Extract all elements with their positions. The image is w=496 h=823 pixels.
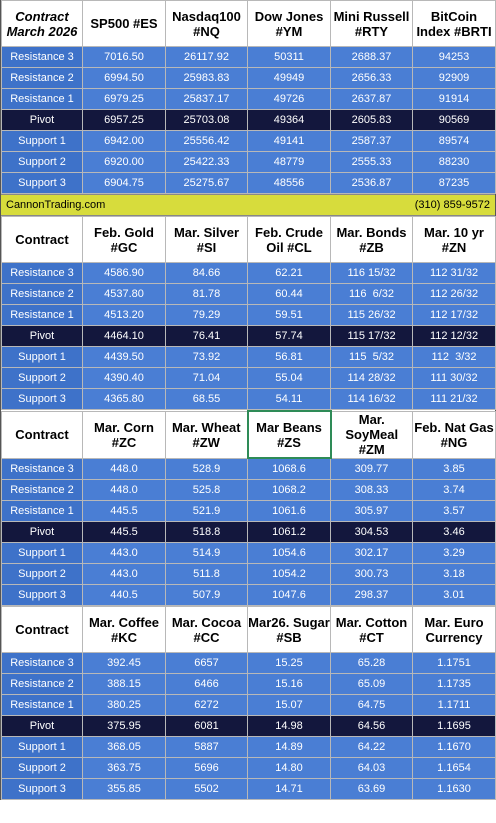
- cell: 4537.80: [83, 284, 166, 305]
- cell: 112 17/32: [413, 305, 496, 326]
- cell: 448.0: [83, 458, 166, 480]
- cell: 65.09: [331, 674, 413, 695]
- cell: 511.8: [166, 564, 248, 585]
- selected-column-header[interactable]: Mar Beans #ZS: [248, 411, 331, 458]
- resistance-3-row: [2, 653, 496, 674]
- cell: 50311: [248, 47, 331, 68]
- cell: 6081: [166, 716, 248, 737]
- cell: 304.53: [331, 522, 413, 543]
- row-label: Resistance 1: [2, 305, 83, 326]
- cell: 1.1735: [413, 674, 496, 695]
- cell: 6920.00: [83, 152, 166, 173]
- cell: 114 28/32: [331, 368, 413, 389]
- cell: 7016.50: [83, 47, 166, 68]
- cell: 1054.6: [248, 543, 331, 564]
- support-1-row: [2, 737, 496, 758]
- cell: 49949: [248, 68, 331, 89]
- cell: 84.66: [166, 263, 248, 284]
- cell: 507.9: [166, 585, 248, 606]
- cell: 112 12/32: [413, 326, 496, 347]
- cell: 298.37: [331, 585, 413, 606]
- resistance-1-row: [2, 305, 496, 326]
- cell: 1068.6: [248, 458, 331, 480]
- cell: 440.5: [83, 585, 166, 606]
- cell: 111 30/32: [413, 368, 496, 389]
- column-header: Mar. Euro Currency: [413, 607, 496, 653]
- cell: 308.33: [331, 480, 413, 501]
- cell: 71.04: [166, 368, 248, 389]
- cell: 2688.37: [331, 47, 413, 68]
- cell: 6272: [166, 695, 248, 716]
- cell: 305.97: [331, 501, 413, 522]
- phone-number: (310) 859-9572: [414, 199, 490, 211]
- row-label: Support 2: [2, 368, 83, 389]
- cell: 2536.87: [331, 173, 413, 194]
- row-label: Pivot: [2, 522, 83, 543]
- cell: 363.75: [83, 758, 166, 779]
- cell: 5887: [166, 737, 248, 758]
- row-label: Resistance 1: [2, 501, 83, 522]
- contract-header: Contract: [2, 217, 83, 263]
- site-link[interactable]: CannonTrading.com: [6, 199, 106, 211]
- pivot-row: [2, 716, 496, 737]
- resistance-1-row: [2, 89, 496, 110]
- cell: 3.46: [413, 522, 496, 543]
- cell: 5502: [166, 779, 248, 800]
- cell: 3.57: [413, 501, 496, 522]
- support-2-row: [2, 368, 496, 389]
- header-row: [2, 411, 496, 458]
- cell: 445.5: [83, 501, 166, 522]
- cell: 64.22: [331, 737, 413, 758]
- cell: 521.9: [166, 501, 248, 522]
- row-label: Support 3: [2, 173, 83, 194]
- cell: 375.95: [83, 716, 166, 737]
- cell: 112 31/32: [413, 263, 496, 284]
- cell: 1.1711: [413, 695, 496, 716]
- cell: 59.51: [248, 305, 331, 326]
- resistance-2-row: [2, 480, 496, 501]
- cell: 14.89: [248, 737, 331, 758]
- cell: 60.44: [248, 284, 331, 305]
- cell: 15.07: [248, 695, 331, 716]
- cell: 25275.67: [166, 173, 248, 194]
- resistance-3-row: [2, 263, 496, 284]
- row-label: Support 1: [2, 347, 83, 368]
- header-row: [2, 607, 496, 653]
- cell: 115 26/32: [331, 305, 413, 326]
- cell: 49364: [248, 110, 331, 131]
- support-2-row: [2, 152, 496, 173]
- cell: 514.9: [166, 543, 248, 564]
- metals-energy-rates-table: [1, 216, 496, 410]
- support-2-row: [2, 758, 496, 779]
- cell: 1068.2: [248, 480, 331, 501]
- cell: 68.55: [166, 389, 248, 410]
- cell: 443.0: [83, 564, 166, 585]
- cell: 73.92: [166, 347, 248, 368]
- cell: 57.74: [248, 326, 331, 347]
- cell: 79.29: [166, 305, 248, 326]
- cell: 6994.50: [83, 68, 166, 89]
- cell: 64.56: [331, 716, 413, 737]
- column-header: Mar. Bonds #ZB: [331, 217, 413, 263]
- row-label: Support 3: [2, 585, 83, 606]
- column-header: Feb. Nat Gas #NG: [413, 411, 496, 458]
- cell: 1047.6: [248, 585, 331, 606]
- cell: 4464.10: [83, 326, 166, 347]
- support-3-row: [2, 779, 496, 800]
- cell: 26117.92: [166, 47, 248, 68]
- column-header: BitCoin Index #BRTI: [413, 1, 496, 47]
- cell: 5696: [166, 758, 248, 779]
- cell: 115 5/32: [331, 347, 413, 368]
- row-label: Support 3: [2, 389, 83, 410]
- pivot-row: [2, 110, 496, 131]
- cell: 3.29: [413, 543, 496, 564]
- pivot-row: [2, 522, 496, 543]
- row-label: Pivot: [2, 326, 83, 347]
- row-label: Support 2: [2, 564, 83, 585]
- column-header: Mar26. Sugar #SB: [248, 607, 331, 653]
- cell: 25422.33: [166, 152, 248, 173]
- cell: 443.0: [83, 543, 166, 564]
- row-label: Resistance 1: [2, 89, 83, 110]
- cell: 1.1670: [413, 737, 496, 758]
- cell: 63.69: [331, 779, 413, 800]
- support-3-row: [2, 389, 496, 410]
- row-label: Resistance 3: [2, 47, 83, 68]
- cell: 92909: [413, 68, 496, 89]
- row-label: Support 1: [2, 543, 83, 564]
- column-header: Mar. SoyMeal #ZM: [331, 411, 413, 458]
- cell: 14.71: [248, 779, 331, 800]
- cell: 114 16/32: [331, 389, 413, 410]
- row-label: Pivot: [2, 110, 83, 131]
- cell: 3.18: [413, 564, 496, 585]
- support-1-row: [2, 131, 496, 152]
- cell: 15.25: [248, 653, 331, 674]
- resistance-2-row: [2, 674, 496, 695]
- cell: 48556: [248, 173, 331, 194]
- cell: 49141: [248, 131, 331, 152]
- cell: 448.0: [83, 480, 166, 501]
- cell: 380.25: [83, 695, 166, 716]
- grains-gas-table: [1, 410, 496, 606]
- cell: 4365.80: [83, 389, 166, 410]
- cell: 64.03: [331, 758, 413, 779]
- contract-header: Contract: [2, 607, 83, 653]
- row-label: Support 3: [2, 779, 83, 800]
- cell: 89574: [413, 131, 496, 152]
- row-label: Support 1: [2, 737, 83, 758]
- cell: 6979.25: [83, 89, 166, 110]
- column-header: Mar. Silver #SI: [166, 217, 248, 263]
- cell: 1061.2: [248, 522, 331, 543]
- cell: 55.04: [248, 368, 331, 389]
- header-row: [2, 1, 496, 47]
- cell: 49726: [248, 89, 331, 110]
- cell: 25703.08: [166, 110, 248, 131]
- cell: 1054.2: [248, 564, 331, 585]
- cell: 4513.20: [83, 305, 166, 326]
- cell: 6904.75: [83, 173, 166, 194]
- cell: 1.1695: [413, 716, 496, 737]
- cell: 355.85: [83, 779, 166, 800]
- support-3-row: [2, 585, 496, 606]
- cell: 54.11: [248, 389, 331, 410]
- row-label: Resistance 3: [2, 263, 83, 284]
- header-row: [2, 217, 496, 263]
- cell: 368.05: [83, 737, 166, 758]
- cell: 116 6/32: [331, 284, 413, 305]
- cell: 4439.50: [83, 347, 166, 368]
- cell: 4586.90: [83, 263, 166, 284]
- cell: 62.21: [248, 263, 331, 284]
- row-label: Support 2: [2, 152, 83, 173]
- cell: 1.1630: [413, 779, 496, 800]
- cell: 525.8: [166, 480, 248, 501]
- column-header: Feb. Gold #GC: [83, 217, 166, 263]
- row-label: Support 1: [2, 131, 83, 152]
- row-label: Resistance 2: [2, 480, 83, 501]
- cell: 2555.33: [331, 152, 413, 173]
- cell: 81.78: [166, 284, 248, 305]
- cell: 1.1751: [413, 653, 496, 674]
- cell: 6657: [166, 653, 248, 674]
- support-1-row: [2, 347, 496, 368]
- cell: 388.15: [83, 674, 166, 695]
- row-label: Pivot: [2, 716, 83, 737]
- cell: 87235: [413, 173, 496, 194]
- row-label: Support 2: [2, 758, 83, 779]
- support-1-row: [2, 543, 496, 564]
- softs-currency-table: [1, 606, 496, 800]
- column-header: Feb. Crude Oil #CL: [248, 217, 331, 263]
- cell: 112 26/32: [413, 284, 496, 305]
- pivot-row: [2, 326, 496, 347]
- cell: 2656.33: [331, 68, 413, 89]
- index-futures-table: [1, 0, 496, 194]
- cell: 6466: [166, 674, 248, 695]
- cell: 6957.25: [83, 110, 166, 131]
- cell: 116 15/32: [331, 263, 413, 284]
- resistance-2-row: [2, 68, 496, 89]
- resistance-1-row: [2, 501, 496, 522]
- cell: 64.75: [331, 695, 413, 716]
- cell: 15.16: [248, 674, 331, 695]
- cell: 3.01: [413, 585, 496, 606]
- cell: 309.77: [331, 458, 413, 480]
- cell: 25837.17: [166, 89, 248, 110]
- contract-header: Contract March 2026: [2, 1, 83, 47]
- row-label: Resistance 2: [2, 284, 83, 305]
- cell: 48779: [248, 152, 331, 173]
- column-header: Mar. Wheat #ZW: [166, 411, 248, 458]
- column-header: Mar. Coffee #KC: [83, 607, 166, 653]
- cell: 1061.6: [248, 501, 331, 522]
- cell: 111 21/32: [413, 389, 496, 410]
- cell: 90569: [413, 110, 496, 131]
- cell: 302.17: [331, 543, 413, 564]
- column-header: Mar. Cotton #CT: [331, 607, 413, 653]
- resistance-3-row: [2, 47, 496, 68]
- cell: 2605.83: [331, 110, 413, 131]
- row-label: Resistance 2: [2, 68, 83, 89]
- column-header: Mini Russell #RTY: [331, 1, 413, 47]
- resistance-1-row: [2, 695, 496, 716]
- column-header: SP500 #ES: [83, 1, 166, 47]
- cell: 392.45: [83, 653, 166, 674]
- cell: 65.28: [331, 653, 413, 674]
- cell: 2587.37: [331, 131, 413, 152]
- row-label: Resistance 3: [2, 458, 83, 480]
- cell: 445.5: [83, 522, 166, 543]
- cell: 528.9: [166, 458, 248, 480]
- column-header: Dow Jones #YM: [248, 1, 331, 47]
- column-header: Mar. Cocoa #CC: [166, 607, 248, 653]
- support-3-row: [2, 173, 496, 194]
- row-label: Resistance 2: [2, 674, 83, 695]
- cell: 94253: [413, 47, 496, 68]
- resistance-2-row: [2, 284, 496, 305]
- cell: 25556.42: [166, 131, 248, 152]
- cell: 3.85: [413, 458, 496, 480]
- row-label: Resistance 3: [2, 653, 83, 674]
- column-header: Mar. 10 yr #ZN: [413, 217, 496, 263]
- cell: 112 3/32: [413, 347, 496, 368]
- cell: 4390.40: [83, 368, 166, 389]
- cell: 25983.83: [166, 68, 248, 89]
- contact-banner: [1, 194, 495, 216]
- support-2-row: [2, 564, 496, 585]
- resistance-3-row: [2, 458, 496, 480]
- cell: 88230: [413, 152, 496, 173]
- cell: 3.74: [413, 480, 496, 501]
- cell: 76.41: [166, 326, 248, 347]
- cell: 91914: [413, 89, 496, 110]
- cell: 2637.87: [331, 89, 413, 110]
- cell: 518.8: [166, 522, 248, 543]
- cell: 115 17/32: [331, 326, 413, 347]
- row-label: Resistance 1: [2, 695, 83, 716]
- cell: 6942.00: [83, 131, 166, 152]
- contract-header: Contract: [2, 411, 83, 458]
- cell: 300.73: [331, 564, 413, 585]
- cell: 56.81: [248, 347, 331, 368]
- cell: 14.98: [248, 716, 331, 737]
- cell: 1.1654: [413, 758, 496, 779]
- cell: 14.80: [248, 758, 331, 779]
- column-header: Nasdaq100 #NQ: [166, 1, 248, 47]
- column-header: Mar. Corn #ZC: [83, 411, 166, 458]
